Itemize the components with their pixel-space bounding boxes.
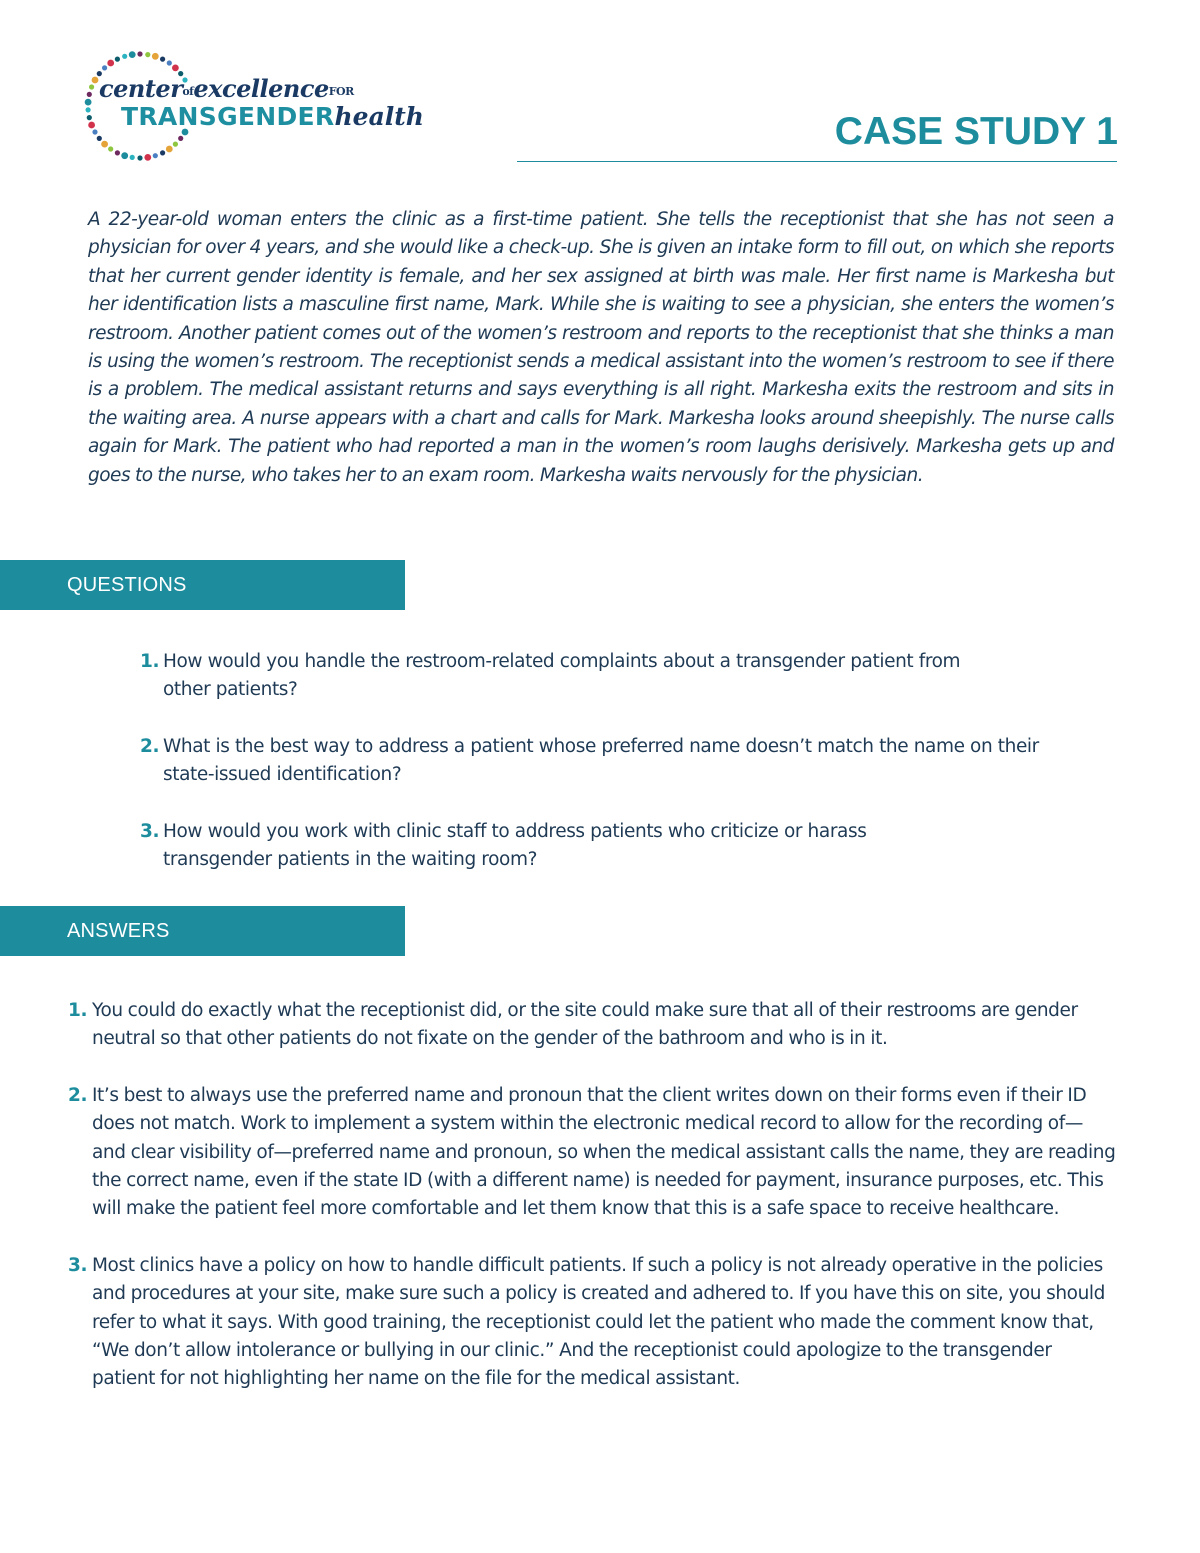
logo-dot — [97, 136, 102, 141]
question-item: 3. How would you work with clinic staff to address patients who criticize or harass transgender patients in the waiting room? — [140, 820, 867, 871]
logo-dot — [115, 57, 120, 62]
logo-dot — [130, 155, 135, 160]
logo-dot — [173, 142, 178, 147]
logo-dot — [102, 65, 107, 70]
questions-banner — [0, 560, 405, 610]
logo-dot — [137, 51, 142, 56]
answers-list — [68, 997, 1116, 1422]
question-item: 1. How would you handle the restroom-related complaints about a transgender patient from other patients? — [140, 651, 961, 701]
answer-item: 2. It’s best to always use the preferred name and pronoun that the client writes down on their forms even if their ID does not match. Work to implement a system within the electronic medical record to allow for the recording of—and clear visibility of—preferred name and pronoun, so when the medical assistant calls the name, they are reading the correct name, even if the state ID (with a different name) is needed for payment, insurance purposes, etc. This will make the patient feel more comfortable and let them know that this is a safe space to receive healthcare. — [68, 1084, 1116, 1220]
logo-dot — [160, 57, 165, 62]
question-item: 2. What is the best way to address a patient whose preferred name doesn’t match the name on their state-issued identification? — [140, 735, 1039, 786]
answer-item: 1. You could do exactly what the receptionist did, or the site could make sure that all of their restrooms are gender neutral so that other patients do not fixate on the gender of the bathroom and who is in it. — [68, 1000, 1078, 1050]
logo-dot — [160, 150, 165, 155]
logo-dot — [166, 146, 173, 153]
title-underline — [517, 161, 1117, 162]
logo-dot — [145, 52, 150, 57]
logo-dot — [122, 54, 127, 59]
logo-dot — [89, 84, 94, 89]
page-title: CASE STUDY 1 — [834, 110, 1118, 153]
logo-dot — [107, 60, 114, 67]
case-description: A 22-year-old woman enters the clinic as a first-time patient. She tells the receptionist that she has not seen a physician for over 4 years, and she would like a check-up. She is given an intake form to fill out, on which she reports that her current gender identity is female, and her sex assigned at birth was male. Her first name is Markesha but her identification lists a masculine first name, Mark. While she is waiting to see a physician, she enters the women’s restroom. Another patient comes out of the women’s restroom and reports to the receptionist that she thinks a man is using the women’s restroom. The receptionist sends a medical assistant into the women’s restroom to see if there is a problem. The medical assistant returns and says everything is all right. Markesha exits the restroom and sits in the waiting area. A nurse appears with a chart and calls for Mark. Markesha looks around sheepishly. The nurse calls again for Mark. The patient who had reported a man in the women’s room laughs derisively. Markesha gets up and goes to the nurse, who takes her to an exam room. Markesha waits nervously for the physician. — [88, 209, 1114, 486]
answers-heading: ANSWERS — [67, 920, 170, 942]
logo-dot — [87, 115, 92, 120]
logo-dot — [121, 152, 128, 159]
logo-dot — [178, 136, 183, 141]
logo-dot — [153, 153, 158, 158]
logo-dot — [108, 146, 113, 151]
logo-line-2: TRANSGENDERhealth — [121, 102, 424, 131]
organization-logo — [80, 48, 470, 166]
logo-dot — [172, 65, 179, 72]
questions-list — [140, 648, 1100, 902]
questions-heading: QUESTIONS — [67, 574, 187, 596]
logo-dot — [137, 155, 142, 160]
logo-dot — [115, 150, 120, 155]
logo-dot — [87, 92, 92, 97]
logo-dot — [92, 129, 97, 134]
answers-banner — [0, 906, 405, 956]
logo-dot — [85, 99, 92, 106]
logo-dot — [144, 154, 151, 161]
logo-dot — [167, 60, 172, 65]
logo-dot — [92, 77, 99, 84]
logo-dot — [129, 51, 136, 58]
logo-dot — [88, 122, 95, 129]
logo-line-1: centerofexcellenceFOR — [99, 74, 354, 103]
logo-dot — [86, 107, 91, 112]
answer-item: 3. Most clinics have a policy on how to handle difficult patients. If such a policy is not already operative in the policies and procedures at your site, make sure such a policy is created and adhered to. If you have this on site, you should refer to what it says. With good training, the receptionist could let the patient who made the comment know that, “We don’t allow intolerance or bullying in our clinic.” And the receptionist could apologize to the transgender patient for not highlighting her name on the file for the medical assistant. — [68, 1254, 1105, 1390]
logo-dot — [152, 53, 159, 60]
logo-dot — [101, 141, 108, 148]
